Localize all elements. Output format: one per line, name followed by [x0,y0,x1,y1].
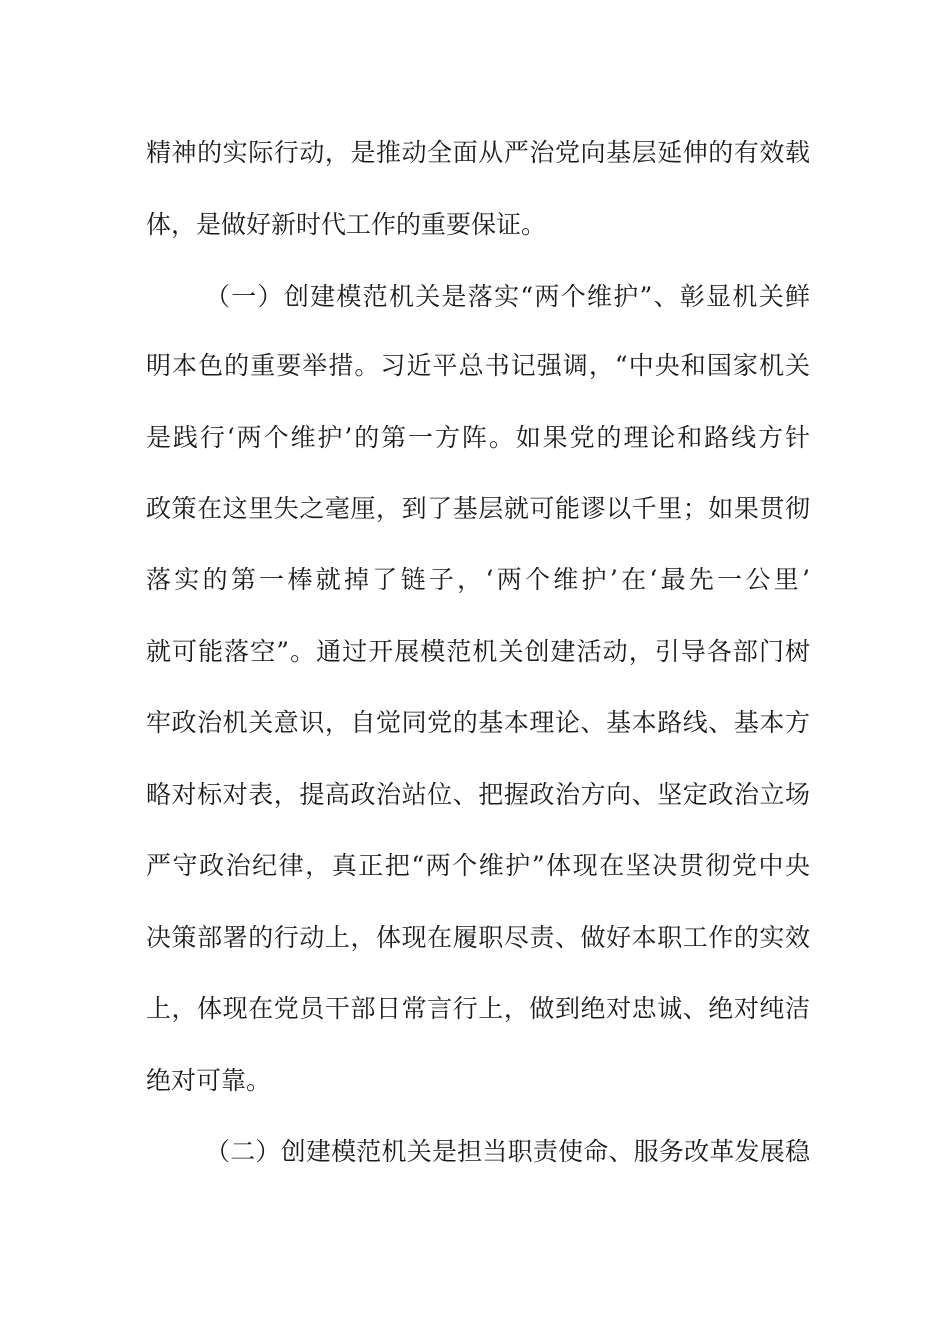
text-line: 体，是做好新时代工作的重要保证。 [146,210,547,239]
text-line: 严守政治纪律，真正把“两个维护”体现在坚决贯彻党中央 [146,851,810,880]
paragraph-heading-1: （一）创建模范机关是落实“两个维护”、彰显机关鲜 [205,282,810,311]
text-line: 决策部署的行动上，体现在履职尽责、做好本职工作的实效 [146,923,810,952]
text-line: 政策在这里失之毫厘，到了基层就可能谬以千里；如果贯彻 [146,494,810,523]
paragraph-heading-2: （二）创建模范机关是担当职责使命、服务改革发展稳 [205,1137,810,1166]
text-line: 明本色的重要举措。习近平总书记强调，“中央和国家机关 [146,351,810,380]
text-line: 上，体现在党员干部日常言行上，做到绝对忠诚、绝对纯洁 [146,994,810,1023]
text-line: 落实的第一棒就掉了链子，‘两个维护’在‘最先一公里’ [146,565,810,594]
text-line: 精神的实际行动，是推动全面从严治党向基层延伸的有效载 [146,138,810,167]
text-line: 牢政治机关意识，自觉同党的基本理论、基本路线、基本方 [146,708,810,737]
text-line: 略对标对表，提高政治站位、把握政治方向、坚定政治立场 [146,780,810,809]
text-line: 就可能落空”。通过开展模范机关创建活动，引导各部门树 [146,637,810,666]
text-line: 绝对可靠。 [146,1066,272,1095]
text-line: 是践行‘两个维护’的第一方阵。如果党的理论和路线方针 [146,423,810,452]
